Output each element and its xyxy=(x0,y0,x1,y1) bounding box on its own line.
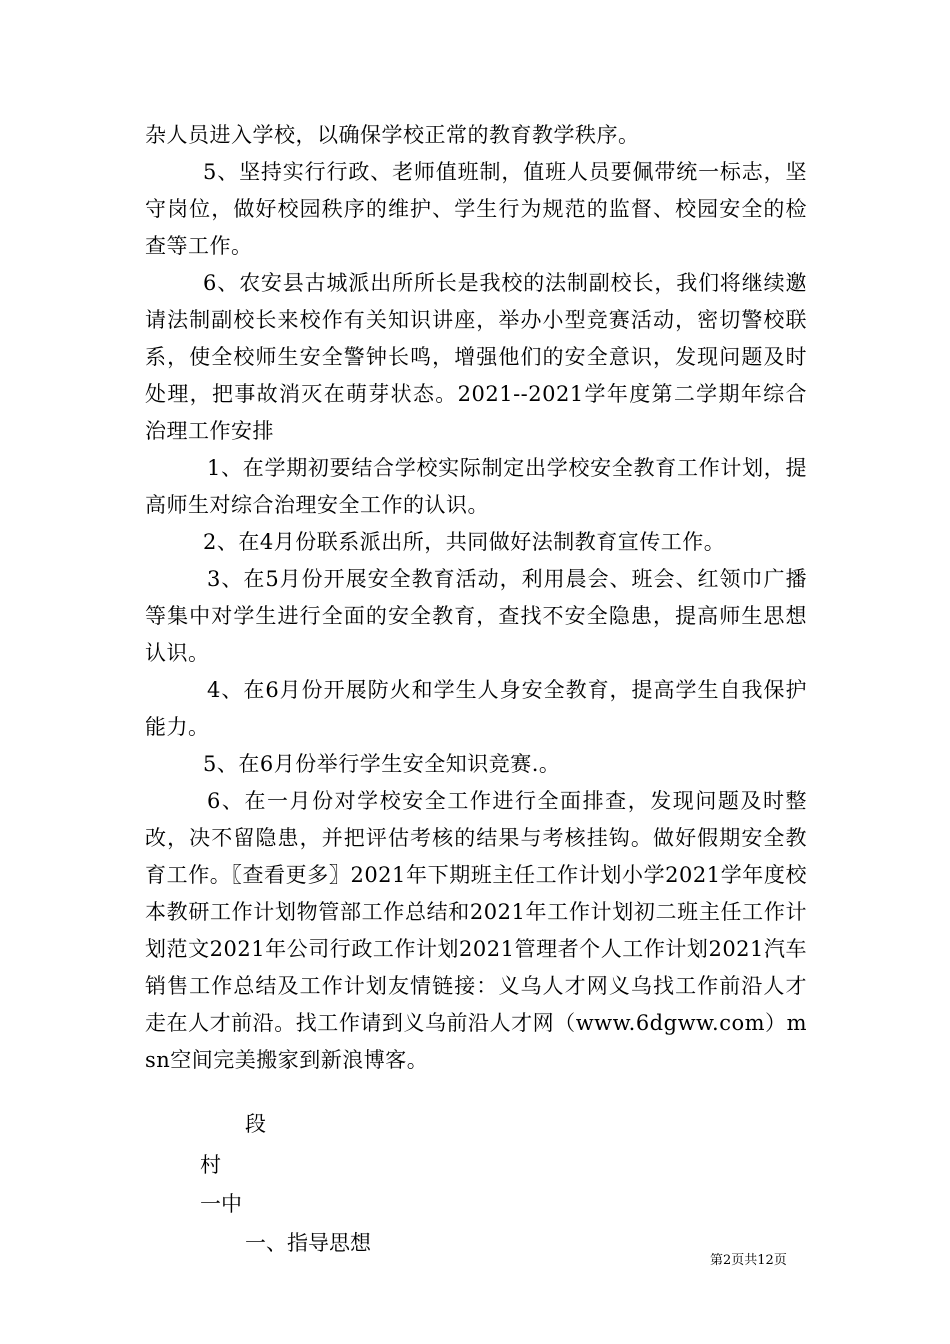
short-line-cun: 村 xyxy=(200,1153,221,1177)
section-heading: 一、指导思想 xyxy=(245,1231,371,1255)
paragraph: 6、在一月份对学校安全工作进行全面排查，发现问题及时整改，决不留隐患，并把评估考核的结果与考核挂钩。做好假期安全教育工作。〖查看更多〗2021年下期班主任工作计划小学2021学年度校本教研工作计划物管部工作总结和2021年工作计划初二班主任工作计划范文2021年公司行政工作计划2021管理者个人工作计划2021汽车销售工作总结及工作计划友情链接：义乌人才网义乌找工作前沿人才走在人才前沿。找工作请到义乌前沿人才网（www.6dgww.com）msn空间完美搬家到新浪博客。 xyxy=(145,789,807,1072)
paragraph: 5、在6月份举行学生安全知识竞赛.。 xyxy=(203,752,561,776)
paragraph: 5、坚持实行行政、老师值班制，值班人员要佩带统一标志，坚守岗位，做好校园秩序的维护、学生行为规范的监督、校园安全的检查等工作。 xyxy=(145,160,807,258)
paragraph: 1、在学期初要结合学校实际制定出学校安全教育工作计划，提高师生对综合治理安全工作的认识。 xyxy=(145,456,807,517)
paragraph: 4、在6月份开展防火和学生人身安全教育，提高学生自我保护能力。 xyxy=(145,678,807,739)
paragraph: 杂人员进入学校，以确保学校正常的教育教学秩序。 xyxy=(145,123,640,147)
paragraph: 3、在5月份开展安全教育活动，利用晨会、班会、红领巾广播等集中对学生进行全面的安全教育，查找不安全隐患，提高师生思想认识。 xyxy=(145,567,807,665)
document-body xyxy=(145,117,807,1079)
paragraph: 6、农安县古城派出所所长是我校的法制副校长，我们将继续邀请法制副校长来校作有关知识讲座，举办小型竞赛活动，密切警校联系，使全校师生安全警钟长鸣，增强他们的安全意识，发现问题及时处理，把事故消灭在萌芽状态。2021--2021学年度第二学期年综合治理工作安排 xyxy=(145,271,807,443)
short-line-duan: 段 xyxy=(245,1112,266,1136)
page-number: 第2页共12页 xyxy=(710,1253,787,1268)
short-line-yizhong: 一中 xyxy=(200,1192,242,1216)
paragraph: 2、在4月份联系派出所，共同做好法制教育宣传工作。 xyxy=(203,530,726,554)
